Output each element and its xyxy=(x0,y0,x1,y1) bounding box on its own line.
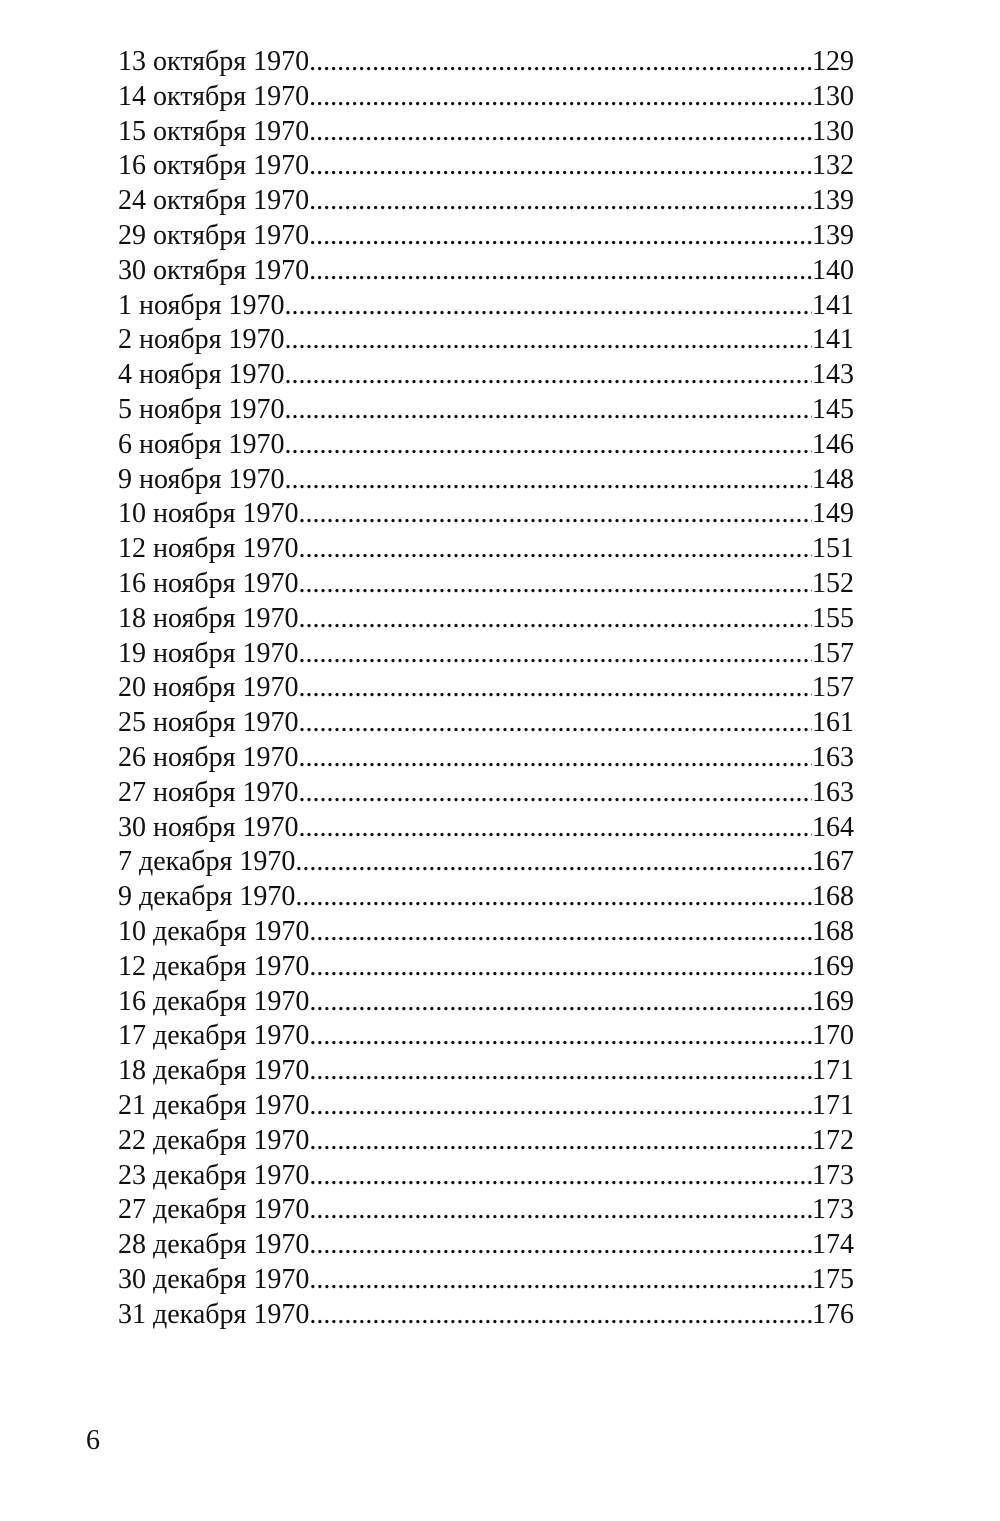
toc-entry-page: 130 xyxy=(812,115,854,147)
toc-entry-label: 10 ноября 1970 xyxy=(118,498,299,530)
toc-entry-page: 174 xyxy=(812,1229,854,1261)
toc-entry[interactable] xyxy=(118,219,854,254)
toc-entry-page: 167 xyxy=(812,846,854,878)
toc-entry-label: 13 октября 1970 xyxy=(118,46,310,77)
dot-leader xyxy=(309,1054,812,1089)
toc-entry-label: 30 октября 1970 xyxy=(118,254,310,286)
toc-entry-page: 148 xyxy=(812,463,854,495)
toc-entry[interactable] xyxy=(118,845,854,880)
toc-entry[interactable] xyxy=(118,880,854,915)
dot-leader xyxy=(309,1228,812,1263)
dot-leader xyxy=(284,463,812,498)
toc-entry-page: 151 xyxy=(812,533,854,565)
toc-entry-page: 173 xyxy=(812,1159,854,1191)
toc-entry-label: 12 декабря 1970 xyxy=(118,950,310,982)
dot-leader xyxy=(298,567,812,602)
dot-leader xyxy=(309,149,812,184)
toc-entry-label: 23 декабря 1970 xyxy=(118,1159,310,1191)
toc-entry-page: 170 xyxy=(812,1020,854,1052)
toc-entry[interactable] xyxy=(118,358,854,393)
toc-entry-label: 7 декабря 1970 xyxy=(118,846,296,878)
toc-entry-label: 12 ноября 1970 xyxy=(118,533,299,565)
toc-entry-label: 18 декабря 1970 xyxy=(118,1055,310,1087)
toc-entry-label: 30 ноября 1970 xyxy=(118,811,299,843)
toc-entry-label: 22 декабря 1970 xyxy=(118,1124,310,1156)
dot-leader xyxy=(298,497,812,532)
toc-entry[interactable] xyxy=(118,80,854,115)
toc-entry-page: 171 xyxy=(812,1089,854,1121)
toc-entry[interactable] xyxy=(118,1228,854,1263)
toc-entry-label: 25 ноября 1970 xyxy=(118,707,299,739)
toc-entry[interactable] xyxy=(118,1298,854,1333)
toc-entry-page: 149 xyxy=(812,498,854,530)
dot-leader xyxy=(309,184,812,219)
toc-entry-label: 26 ноября 1970 xyxy=(118,741,299,773)
toc-entry[interactable] xyxy=(118,393,854,428)
dot-leader xyxy=(295,845,812,880)
dot-leader xyxy=(309,219,812,254)
dot-leader xyxy=(298,741,812,776)
dot-leader xyxy=(298,532,812,567)
page-number: 6 xyxy=(86,1425,100,1456)
toc-entry[interactable] xyxy=(118,532,854,567)
toc-entry-page: 145 xyxy=(812,393,854,425)
toc-entry-label: 24 октября 1970 xyxy=(118,185,310,217)
toc-entry-label: 4 ноября 1970 xyxy=(118,359,285,391)
toc-entry[interactable] xyxy=(118,1193,854,1228)
toc-entry-label: 17 декабря 1970 xyxy=(118,1020,310,1052)
toc-entry-label: 18 ноября 1970 xyxy=(118,602,299,634)
dot-leader xyxy=(309,115,812,150)
toc-entry-label: 10 декабря 1970 xyxy=(118,915,310,947)
toc-entry[interactable] xyxy=(118,184,854,219)
toc-entry-page: 139 xyxy=(812,219,854,251)
toc-entry[interactable] xyxy=(118,1159,854,1194)
toc-entry[interactable] xyxy=(118,323,854,358)
toc-entry[interactable] xyxy=(118,1089,854,1124)
toc-entry[interactable] xyxy=(118,811,854,846)
dot-leader xyxy=(298,776,812,811)
toc-entry-page: 157 xyxy=(812,637,854,669)
toc-entry-page: 161 xyxy=(812,707,854,739)
dot-leader xyxy=(284,393,812,428)
dot-leader xyxy=(298,637,812,672)
toc-entry-page: 146 xyxy=(812,428,854,460)
toc-entry-label: 20 ноября 1970 xyxy=(118,672,299,704)
toc-entry-page: 141 xyxy=(812,324,854,356)
toc-entry-label: 31 декабря 1970 xyxy=(118,1298,310,1330)
dot-leader xyxy=(298,811,812,846)
dot-leader xyxy=(309,1089,812,1124)
toc-entry-page: 163 xyxy=(812,741,854,773)
toc-entry-page: 175 xyxy=(812,1263,854,1295)
toc-entry-page: 129 xyxy=(812,46,854,77)
toc-entry-label: 2 ноября 1970 xyxy=(118,324,285,356)
dot-leader xyxy=(309,915,812,950)
toc-entry-label: 5 ноября 1970 xyxy=(118,393,285,425)
toc-entry-page: 155 xyxy=(812,602,854,634)
toc-entry-label: 16 декабря 1970 xyxy=(118,985,310,1017)
toc-entry-page: 172 xyxy=(812,1124,854,1156)
toc-entry-page: 164 xyxy=(812,811,854,843)
dot-leader xyxy=(284,428,812,463)
toc-entry-page: 141 xyxy=(812,289,854,321)
toc-entry[interactable] xyxy=(118,776,854,811)
dot-leader xyxy=(295,880,812,915)
toc-entry[interactable] xyxy=(118,45,854,80)
toc-entry[interactable] xyxy=(118,741,854,776)
dot-leader xyxy=(309,1298,812,1333)
toc-entry[interactable] xyxy=(118,254,854,289)
dot-leader xyxy=(298,671,812,706)
dot-leader xyxy=(284,358,812,393)
toc-entry-page: 157 xyxy=(812,672,854,704)
dot-leader xyxy=(284,323,812,358)
dot-leader xyxy=(309,254,812,289)
dot-leader xyxy=(309,985,812,1020)
toc-entry-label: 19 ноября 1970 xyxy=(118,637,299,669)
toc-entry[interactable] xyxy=(118,1054,854,1089)
toc-entry-label: 16 октября 1970 xyxy=(118,150,310,182)
toc-entry-page: 173 xyxy=(812,1194,854,1226)
toc-entry-label: 21 декабря 1970 xyxy=(118,1089,310,1121)
toc-entry[interactable] xyxy=(118,567,854,602)
toc-entry[interactable] xyxy=(118,115,854,150)
dot-leader xyxy=(298,602,812,637)
dot-leader xyxy=(284,289,812,324)
dot-leader xyxy=(309,1124,812,1159)
toc-entry[interactable] xyxy=(118,149,854,184)
toc-entry-label: 9 декабря 1970 xyxy=(118,881,296,913)
toc-entry[interactable] xyxy=(118,1124,854,1159)
dot-leader xyxy=(309,1019,812,1054)
dot-leader xyxy=(309,1193,812,1228)
toc-entry[interactable] xyxy=(118,289,854,324)
toc-entry-page: 169 xyxy=(812,985,854,1017)
toc-entry[interactable] xyxy=(118,497,854,532)
toc-entry-label: 15 октября 1970 xyxy=(118,115,310,147)
toc-entry-page: 169 xyxy=(812,950,854,982)
toc-entry-page: 139 xyxy=(812,185,854,217)
toc-entry[interactable] xyxy=(118,602,854,637)
toc-entry[interactable] xyxy=(118,1019,854,1054)
toc-entry-page: 168 xyxy=(812,881,854,913)
toc-entry-page: 132 xyxy=(812,150,854,182)
dot-leader xyxy=(309,950,812,985)
toc-entry-label: 6 ноября 1970 xyxy=(118,428,285,460)
toc-entry-label: 27 ноября 1970 xyxy=(118,776,299,808)
toc-entry-page: 168 xyxy=(812,915,854,947)
dot-leader xyxy=(309,45,812,80)
toc-entry-label: 9 ноября 1970 xyxy=(118,463,285,495)
toc-entry-page: 171 xyxy=(812,1055,854,1087)
toc-entry[interactable] xyxy=(118,950,854,985)
toc-entry-label: 14 октября 1970 xyxy=(118,80,310,112)
toc-entry[interactable] xyxy=(118,637,854,672)
toc-entry-label: 29 октября 1970 xyxy=(118,219,310,251)
table-of-contents xyxy=(118,45,854,1332)
dot-leader xyxy=(309,80,812,115)
toc-entry[interactable] xyxy=(118,671,854,706)
toc-entry-label: 1 ноября 1970 xyxy=(118,289,285,321)
dot-leader xyxy=(309,1159,812,1194)
toc-entry[interactable] xyxy=(118,1263,854,1298)
toc-entry-page: 140 xyxy=(812,254,854,286)
toc-entry-page: 163 xyxy=(812,776,854,808)
toc-entry-page: 176 xyxy=(812,1298,854,1330)
toc-entry[interactable] xyxy=(118,915,854,950)
toc-entry-label: 27 декабря 1970 xyxy=(118,1194,310,1226)
dot-leader xyxy=(309,1263,812,1298)
toc-entry[interactable] xyxy=(118,985,854,1020)
toc-entry[interactable] xyxy=(118,463,854,498)
toc-entry-page: 143 xyxy=(812,359,854,391)
toc-entry-page: 130 xyxy=(812,80,854,112)
toc-entry[interactable] xyxy=(118,428,854,463)
toc-entry-label: 16 ноября 1970 xyxy=(118,567,299,599)
toc-entry[interactable] xyxy=(118,706,854,741)
toc-entry-label: 30 декабря 1970 xyxy=(118,1263,310,1295)
dot-leader xyxy=(298,706,812,741)
toc-entry-label: 28 декабря 1970 xyxy=(118,1229,310,1261)
toc-entry-page: 152 xyxy=(812,567,854,599)
